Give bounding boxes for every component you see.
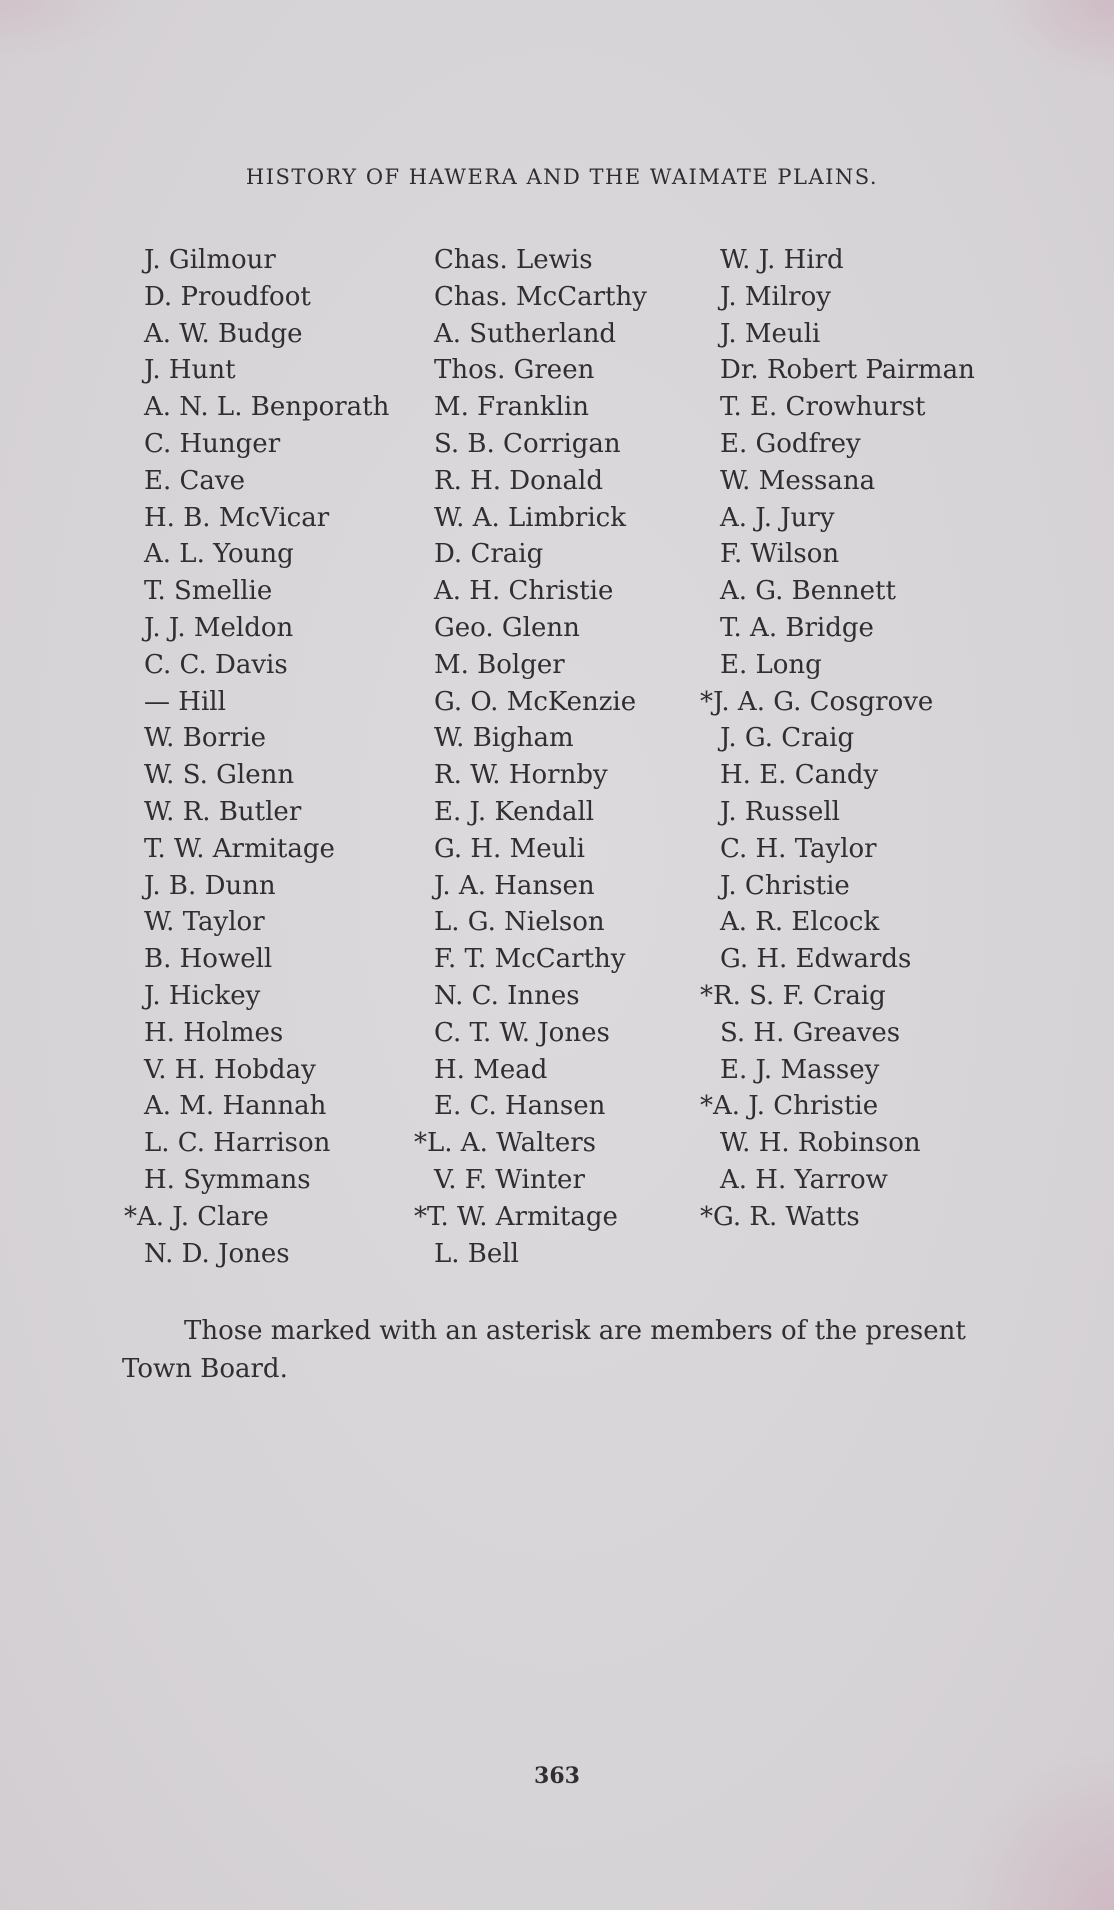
- name-entry: *R. S. F. Craig: [700, 980, 886, 1011]
- name-entry: J. B. Dunn: [144, 870, 276, 901]
- name-entry: A. N. L. Benporath: [144, 392, 390, 423]
- name-entry: T. Smellie: [144, 576, 273, 607]
- name-entry: V. H. Hobday: [144, 1054, 316, 1085]
- name-entry: B. Howell: [144, 944, 273, 975]
- name-entry: S. B. Corrigan: [434, 428, 621, 459]
- name-entry: A. G. Bennett: [720, 576, 896, 607]
- name-entry: M. Bolger: [434, 649, 565, 680]
- name-entry: C. T. W. Jones: [434, 1017, 610, 1048]
- name-entry: W. Borrie: [144, 723, 267, 754]
- name-entry: G. O. McKenzie: [434, 686, 637, 717]
- name-entry: W. H. Robinson: [720, 1128, 921, 1159]
- name-entry: L. C. Harrison: [144, 1128, 331, 1159]
- name-entry: E. J. Massey: [720, 1054, 880, 1085]
- name-entry: A. J. Jury: [720, 502, 835, 533]
- name-entry: M. Franklin: [434, 392, 589, 423]
- name-entry: Geo. Glenn: [434, 612, 580, 643]
- name-entry: H. Mead: [434, 1054, 548, 1085]
- name-entry: A. L. Young: [144, 539, 294, 570]
- name-column-2: [414, 242, 647, 1272]
- name-entry: J. G. Craig: [720, 723, 855, 754]
- name-entry: H. E. Candy: [720, 760, 879, 791]
- name-entry: J. Russell: [720, 796, 840, 827]
- page-number: 363: [534, 1763, 580, 1789]
- name-entry: E. Long: [720, 649, 822, 680]
- running-head: [0, 165, 1114, 189]
- name-entry: W. A. Limbrick: [434, 502, 626, 533]
- name-entry: — Hill: [144, 686, 226, 717]
- name-entry: T. A. Bridge: [720, 612, 874, 643]
- name-entry: L. Bell: [434, 1238, 519, 1269]
- name-entry: E. Cave: [144, 465, 245, 496]
- name-entry: L. G. Nielson: [434, 907, 605, 938]
- name-entry: *J. A. G. Cosgrove: [700, 686, 934, 717]
- name-entry: *G. R. Watts: [700, 1201, 860, 1232]
- name-entry: W. J. Hird: [720, 245, 844, 275]
- name-column-3: [700, 242, 975, 1236]
- name-entry: N. D. Jones: [144, 1238, 290, 1269]
- name-entry: J. Hickey: [144, 980, 261, 1011]
- name-entry: J. Hunt: [144, 355, 236, 386]
- name-entry: A. R. Elcock: [720, 907, 880, 938]
- name-entry: C. Hunger: [144, 428, 281, 459]
- name-entry: A. H. Yarrow: [720, 1164, 888, 1195]
- name-entry: C. H. Taylor: [720, 833, 877, 864]
- name-entry: F. T. McCarthy: [434, 944, 626, 975]
- name-entry: T. W. Armitage: [144, 833, 335, 864]
- name-entry: R. H. Donald: [434, 465, 604, 496]
- name-entry: W. Taylor: [144, 907, 265, 938]
- name-entry: W. Bigham: [434, 723, 574, 754]
- name-entry: E. Godfrey: [720, 428, 861, 459]
- name-entry: H. Symmans: [144, 1164, 311, 1195]
- name-entry: A. Sutherland: [434, 318, 617, 349]
- name-entry: H. B. McVicar: [144, 502, 330, 533]
- name-column-1: [124, 242, 390, 1272]
- name-entry: G. H. Edwards: [720, 944, 912, 975]
- name-entry: H. Holmes: [144, 1017, 284, 1048]
- name-entry: G. H. Meuli: [434, 833, 585, 864]
- name-entry: W. R. Butler: [144, 796, 302, 827]
- name-entry: Dr. Robert Pairman: [720, 355, 975, 386]
- name-entry: A. M. Hannah: [144, 1091, 327, 1122]
- name-entry: S. H. Greaves: [720, 1017, 901, 1048]
- name-entry: *A. J. Clare: [124, 1201, 269, 1232]
- running-head-text: HISTORY OF HAWERA AND THE WAIMATE PLAINS.: [245, 165, 879, 189]
- name-entry: J. J. Meldon: [144, 612, 294, 643]
- page-stain: [0, 0, 140, 60]
- name-entry: F. Wilson: [720, 539, 840, 570]
- name-entry: V. F. Winter: [434, 1164, 585, 1195]
- name-entry: J. Christie: [720, 870, 850, 901]
- name-entry: J. Gilmour: [144, 245, 276, 275]
- name-entry: E. C. Hansen: [434, 1091, 606, 1122]
- name-entry: D. Proudfoot: [144, 281, 311, 312]
- page-stain: [994, 0, 1114, 80]
- name-entry: J. Meuli: [720, 318, 821, 349]
- name-entry: J. A. Hansen: [434, 870, 595, 901]
- name-entry: W. S. Glenn: [144, 760, 295, 791]
- name-entry: A. H. Christie: [434, 576, 614, 607]
- name-entry: *T. W. Armitage: [414, 1201, 618, 1232]
- name-entry: N. C. Innes: [434, 980, 580, 1011]
- name-entry: *A. J. Christie: [700, 1091, 879, 1122]
- name-entry: R. W. Hornby: [434, 760, 608, 791]
- name-entry: C. C. Davis: [144, 649, 288, 680]
- footnote-paragraph: Those marked with an asterisk are members of the present Town Board.: [122, 1316, 966, 1384]
- name-entry: E. J. Kendall: [434, 796, 595, 827]
- name-entry: A. W. Budge: [144, 318, 303, 349]
- name-entry: W. Messana: [720, 465, 876, 496]
- name-entry: T. E. Crowhurst: [720, 392, 926, 423]
- name-entry: J. Milroy: [720, 281, 831, 312]
- name-entry: Chas. Lewis: [434, 245, 593, 275]
- name-entry: D. Craig: [434, 539, 544, 570]
- name-entry: Chas. McCarthy: [434, 281, 647, 312]
- name-entry: *L. A. Walters: [414, 1128, 596, 1159]
- name-entry: Thos. Green: [434, 355, 595, 386]
